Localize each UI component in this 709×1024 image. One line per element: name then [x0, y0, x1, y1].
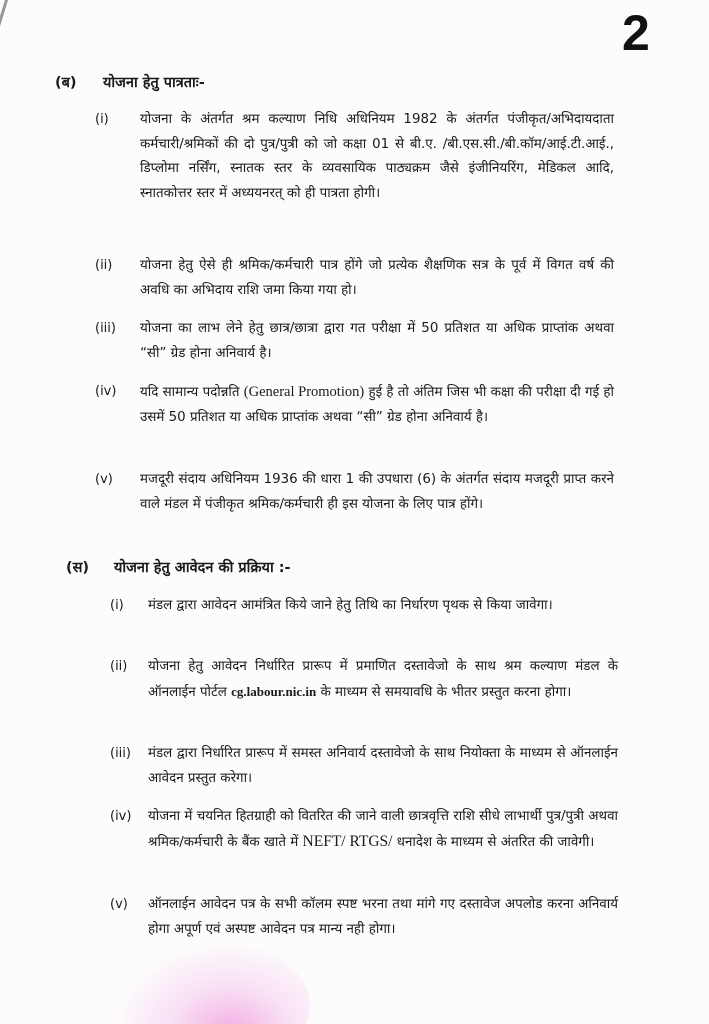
item-marker: (iii) — [95, 321, 116, 336]
item-text-part: धनादेश के माध्यम से अंतरित की जावेगी। — [392, 834, 595, 850]
item-text — [140, 380, 614, 430]
item-text: योजना का लाभ लेने हेतु छात्र/छात्रा द्वारा गत परीक्षा में 50 प्रतिशत या अधिक प्राप्तांक अथवा “सी” ग्रेड होना अनिवार्य है। — [140, 321, 614, 361]
item-marker: (iii) — [110, 746, 131, 761]
pink-ink-smudge — [110, 940, 310, 1024]
list-item — [110, 655, 620, 730]
item-text-part: के माध्यम से समयावधि के भीतर प्रस्तुत करना होगा। — [316, 684, 572, 700]
list-item — [95, 317, 615, 367]
item-text: ऑनलाईन आवेदन पत्र के सभी कॉलम स्पष्ट भरना तथा मांगे गए दस्तावेज अपलोड करना अनिवार्य होगा अपूर्ण एवं अस्पष्ट आवेदन पत्र मान्य नही होगा। — [148, 897, 618, 937]
item-marker: (i) — [110, 598, 124, 613]
list-item — [110, 893, 620, 943]
item-text-latin: NEFT/ RTGS/ — [302, 832, 393, 850]
item-text: योजना हेतु ऐसे ही श्रमिक/कर्मचारी पात्र होंगे जो प्रत्येक शैक्षणिक सत्र के पूर्व में विगत वर्ष की अवधि का अभिदाय राशि जमा किया गया हो। — [140, 258, 614, 298]
list-item — [95, 254, 615, 304]
item-marker: (ii) — [95, 258, 113, 273]
list-item — [110, 805, 620, 880]
list-item — [95, 468, 615, 543]
list-item — [110, 594, 620, 644]
list-item — [95, 108, 615, 233]
section-heading-eligibility — [55, 73, 205, 93]
portal-url-text: cg.labour.nic.in — [231, 683, 317, 699]
list-item — [95, 380, 615, 455]
item-marker: (ii) — [110, 659, 128, 674]
item-text-part: यदि सामान्य पदोन्नति — [140, 385, 244, 400]
item-text — [148, 655, 618, 705]
section-heading-application-process — [66, 558, 291, 578]
section-title: योजना हेतु पात्रताः- — [103, 75, 205, 91]
page-number: 2 — [622, 5, 650, 61]
item-marker: (i) — [95, 112, 109, 127]
item-marker: (iv) — [110, 809, 132, 824]
section-marker: (ब) — [55, 75, 77, 91]
section-title: योजना हेतु आवेदन की प्रक्रिया :- — [114, 560, 291, 576]
item-text-latin: (General Promotion) — [243, 384, 365, 400]
item-text: योजना के अंतर्गत श्रम कल्याण निधि अधिनियम 1982 के अंतर्गत पंजीकृत/अभिदायदाता कर्मचारी/श्रमिकों की दो पुत्र/पुत्री को जो कक्षा 01 से बी.ए. /बी.एस.सी./बी.कॉम/आई.टी.आई., डिप्लोमा नर्सिंग, स्नातक स्तर के व्यवसायिक पाठ्यक्रम जैसे इंजीनियरिंग, मेडिकल आदि, स्नातकोत्तर स्तर में अध्ययनरत् को ही पात्रता होगी। — [140, 112, 614, 201]
item-text: मंडल द्वारा निर्धारित प्रारूप में समस्त अनिवार्य दस्तावेजो के साथ नियोक्ता के माध्यम से ऑनलाईन आवेदन प्रस्तुत करेगा। — [148, 746, 618, 786]
item-marker: (iv) — [95, 384, 117, 399]
section-marker: (स) — [66, 560, 90, 576]
item-marker: (v) — [95, 472, 113, 487]
list-item — [110, 742, 620, 792]
item-marker: (v) — [110, 897, 128, 912]
item-text-part: योजना हेतु आवेदन निर्धारित प्रारूप में प्रमाणित दस्तावेजो के साथ श्रम कल्याण मंडल के ऑनलाईन पोर्टल — [148, 659, 618, 700]
item-text: मजदूरी संदाय अधिनियम 1936 की धारा 1 की उपधारा (6) के अंतर्गत संदाय मजदूरी प्राप्त करने वाले मंडल में पंजीकृत श्रमिक/कर्मचारी ही इस योजना के लिए पात्र होंगे। — [140, 472, 614, 512]
item-text — [148, 805, 618, 855]
item-text: मंडल द्वारा आवेदन आमंत्रित किये जाने हेतु तिथि का निर्धारण पृथक से किया जावेगा। — [148, 598, 553, 613]
item-text-part: योजना में चयनित हितग्राही को वितरित की जाने वाली छात्रवृत्ति राशि सीधे लाभार्थी पुत्र/पुत्री अथवा श्रमिक/कर्मचारी के बैंक खाते में — [148, 809, 618, 850]
page-edge-shadow — [0, 0, 11, 106]
item-text-part: हुई है तो अंतिम जिस भी कक्षा की परीक्षा दी गई हो उसमें 50 प्रतिशत या अधिक प्राप्तांक अथवा “सी” ग्रेड होना अनिवार्य है। — [140, 385, 614, 425]
